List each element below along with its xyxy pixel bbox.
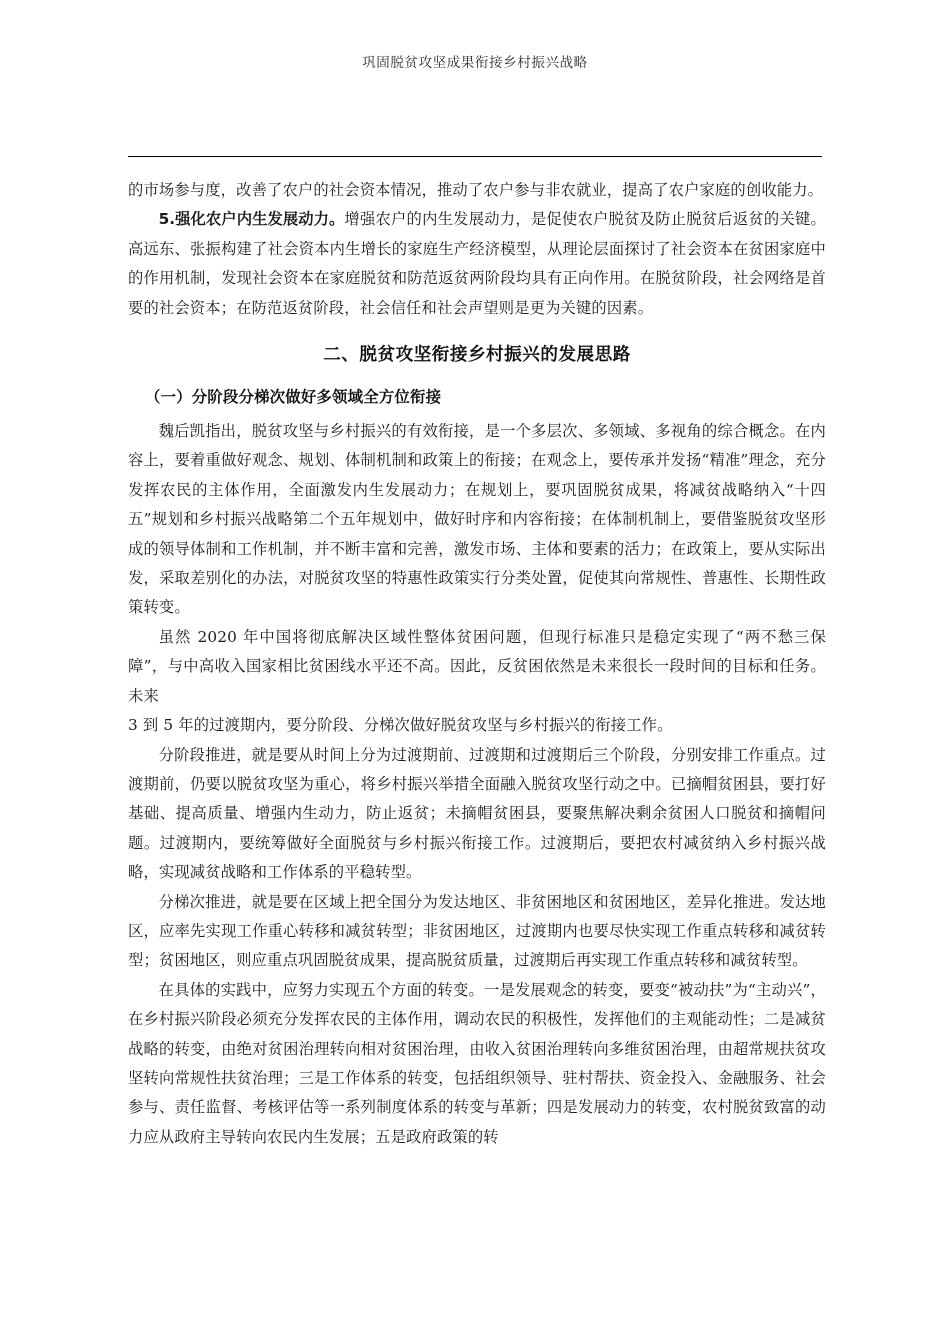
subsection-heading: （一）分阶段分梯次做好多领域全方位衔接 xyxy=(144,388,442,407)
paragraph-phased-advance: 分阶段推进，就是要从时间上分为过渡期前、过渡期和过渡期后三个阶段，分别安排工作重点。过渡期前，仍要以脱贫攻坚为重心，将乡村振兴举措全面融入脱贫攻坚行动之中。已摘帽贫困县，要打好基础、提高质量、增强内生动力，防止返贫；未摘帽贫困县，要聚焦解决剩余贫困人口脱贫和摘帽问题。过渡期内，要统筹做好全面脱贫与乡村振兴衔接工作。过渡期后，要把农村减贫纳入乡村振兴战略，实现减贫战略和工作体系的平稳转型。 xyxy=(128,745,826,882)
section-heading: 二、脱贫攻坚衔接乡村振兴的发展思路 xyxy=(323,345,631,366)
paragraph-2020-poverty: 虽然 2020 年中国将彻底解决区域性整体贫困问题，但现行标准只是稳定实现了“两不愁三保障”，与中高收入国家相比贫困线水平还不高。因此，反贫困依然是未来很长一段时间的目标和任务。未来 xyxy=(128,627,826,705)
paragraph-wei-houkai: 魏后凯指出，脱贫攻坚与乡村振兴的有效衔接，是一个多层次、多领域、多视角的综合概念。在内容上，要着重做好观念、规划、体制机制和政策上的衔接；在观念上，要传承并发扬“精准”理念，充分发挥农民的主体作用，全面激发内生发展动力；在规划上，要巩固脱贫成果，将减贫战略纳入“十四五”规划和乡村振兴战略第二个五年规划中，做好时序和内容衔接；在体制机制上，要借鉴脱贫攻坚形成的领导体制和工作机制，并不断丰富和完善，激发市场、主体和要素的活力；在政策上，要从实际出发，采取差别化的办法，对脱贫攻坚的特惠性政策实行分类处置，促使其向常规性、普惠性、长期性政策转变。 xyxy=(128,422,826,617)
paragraph-transition-period: 3 到 5 年的过渡期内，要分阶段、分梯次做好脱贫攻坚与乡村振兴的衔接工作。 xyxy=(128,716,673,735)
header-divider-rule xyxy=(128,156,822,157)
paragraph-five-transformations: 在具体的实践中，应努力实现五个方面的转变。一是发展观念的转变，要变“被动扶”为“主动兴”，在乡村振兴阶段必须充分发挥农民的主体作用，调动农民的积极性，发挥他们的主观能动性；二是减贫战略的转变，由绝对贫困治理转向相对贫困治理，由收入贫困治理转向多维贫困治理，由超常规扶贫攻坚转向常规性扶贫治理；三是工作体系的转变，包括组织领导、驻村帮扶、资金投入、金融服务、社会参与、责任监督、考核评估等一系列制度体系的转变与革新；四是发展动力的转变，农村脱贫致富的动力应从政府主导转向农民内生发展；五是政府政策的转 xyxy=(128,980,826,1146)
paragraph-item-5-bold-lead: 5.强化农户内生发展动力。 xyxy=(158,210,345,229)
paragraph-tiered-advance: 分梯次推进，就是要在区域上把全国分为发达地区、非贫困地区和贫困地区，差异化推进。发达地区，应率先实现工作重心转移和减贫转型；非贫困地区，过渡期内也要尽快实现工作重点转移和减贫转型；贫困地区，则应重点巩固脱贫成果，提高脱贫质量，过渡期后再实现工作重点转移和减贫转型。 xyxy=(128,892,826,970)
paragraph-market-participation: 的市场参与度，改善了农户的社会资本情况，推动了农户参与非农就业，提高了农户家庭的创收能力。 xyxy=(128,181,824,199)
paragraph-item-5-text: 增强农户的内生发展动力，是促使农户脱贫及防止脱贫后返贫的关键。高远东、张振构建了社会资本内生增长的家庭生产经济模型，从理论层面探讨了社会资本在贫困家庭中的作用机制，发现社会资本在家庭脱贫和防范返贫两阶段均具有正向作用。在脱贫阶段，社会网络是首要的社会资本；在防范返贫阶段，社会信任和社会声望则是更为关键的因素。 xyxy=(128,210,826,317)
running-header: 巩固脱贫攻坚成果衔接乡村振兴战略 xyxy=(362,55,588,71)
paragraph-item-5 xyxy=(128,205,826,323)
document-body xyxy=(128,176,826,1152)
